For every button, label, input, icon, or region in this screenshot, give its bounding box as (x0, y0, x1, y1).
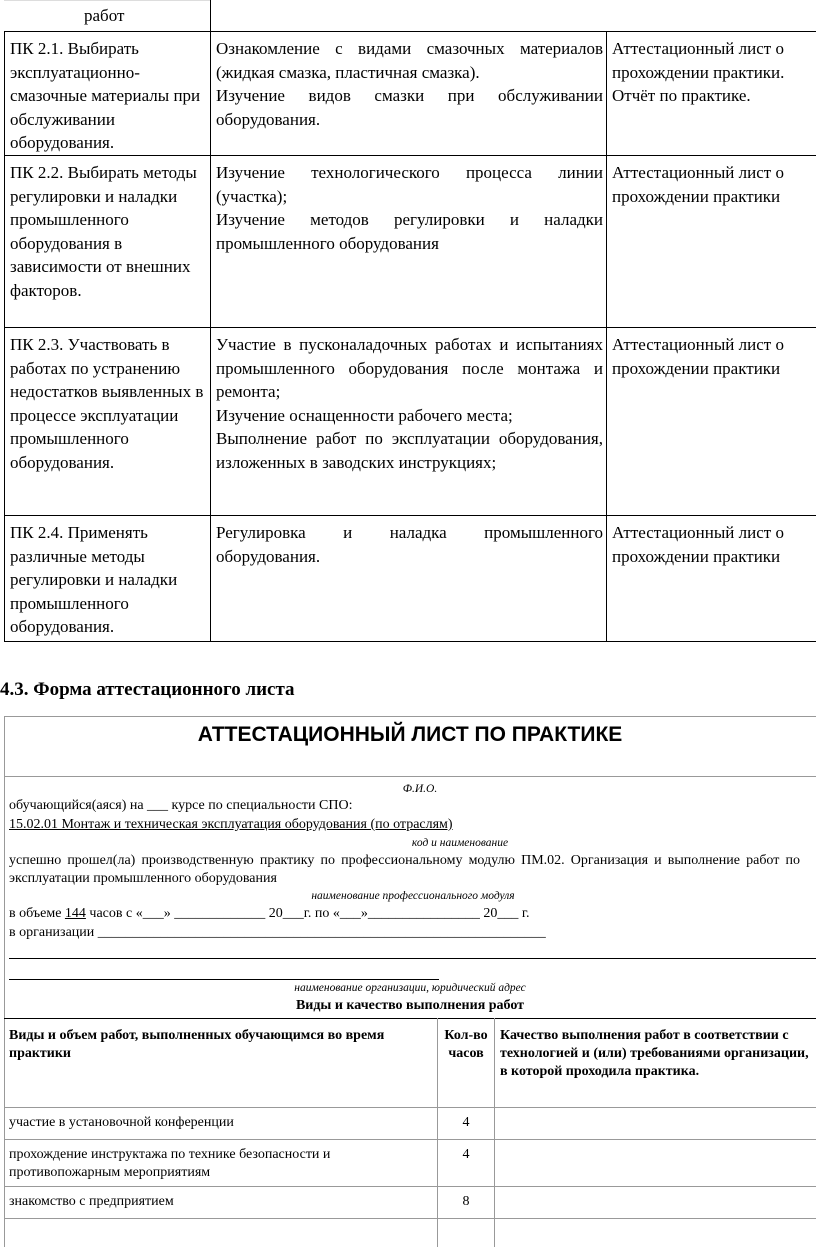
works-row-hours: 4 (462, 1147, 470, 1162)
works-header-hours: Кол-во часов (444, 1028, 488, 1061)
module-caption: наименование профессионального модуля (311, 890, 515, 902)
volume-hours: 144 (64, 906, 86, 921)
competency-pk-2-2: ПК 2.2. Выбирать методы регулировки и наладки промышленного оборудования в зависимости от внешних факторов. (10, 163, 197, 300)
specialty-caption: код и наименование (411, 837, 509, 849)
activities-pk-2-3 (216, 333, 603, 474)
activity-item: Выполнение работ по эксплуатации оборудования, изложенных в заводских инструкциях; (216, 429, 603, 472)
report-pk-2-1: Аттестационный лист о прохождении практики. Отчёт по практике. (612, 39, 785, 105)
report-pk-2-2: Аттестационный лист о прохождении практики (612, 163, 784, 206)
activities-pk-2-4 (216, 521, 603, 568)
competency-pk-2-1: ПК 2.1. Выбирать эксплуатационно-смазочные материалы при обслуживании оборудования. (10, 39, 201, 152)
competency-pk-2-3: ПК 2.3. Участвовать в работах по устранению недостатков выявленных в процессе эксплуатации промышленного оборудования. (10, 335, 204, 472)
works-heading: Виды и качество выполнения работ (295, 998, 525, 1013)
report-pk-2-4: Аттестационный лист о прохождении практики (612, 523, 784, 566)
report-pk-2-3: Аттестационный лист о прохождении практики (612, 335, 784, 378)
form-title: АТТЕСТАЦИОННЫЙ ЛИСТ ПО ПРАКТИКЕ (197, 723, 623, 746)
activity-item: Изучение оснащенности рабочего места; (216, 405, 513, 425)
activity-item: Участие в пусконаладочных работах и испытаниях промышленного оборудования после монтажа и ремонта; (216, 335, 603, 401)
works-header-type: Виды и объем работ, выполненных обучающимся во время практики (9, 1028, 385, 1061)
works-row-hours: 4 (462, 1115, 470, 1130)
volume-rest: часов с «___» _____________ 20___г. по «___»________________ 20___ г. (89, 906, 530, 921)
works-row-hours: 8 (462, 1194, 470, 1209)
works-row-work: знакомство с предприятием (9, 1194, 174, 1209)
competency-pk-2-4: ПК 2.4. Применять различные методы регулировки и наладки промышленного оборудования. (10, 523, 178, 636)
section-heading: 4.3. Форма аттестационного листа (0, 679, 295, 700)
works-row-work: прохождение инструктажа по технике безопасности и противопожарным мероприятиям (9, 1147, 331, 1180)
fio-caption: Ф.И.О. (402, 783, 438, 795)
specialty: 15.02.01 Монтаж и техническая эксплуатация оборудования (по отраслям) (9, 817, 453, 832)
activities-pk-2-2 (216, 161, 603, 255)
org-caption: наименование организации, юридический адрес (294, 982, 526, 994)
works-header-quality: Качество выполнения работ в соответствии с технологией и (или) требованиями организации, в которой проходила практика. (500, 1028, 809, 1079)
practice-text: успешно прошел(ла) производственную практику по профессиональному модулю ПМ.02. Организация и выполнение работ по эксплуатации промышленного оборудования (9, 853, 800, 886)
activity-item: Изучение технологического процесса линии (участка); (216, 163, 603, 206)
org-line: в организации ________________________________________________________________ (9, 925, 546, 940)
table-continued-text: работ (84, 6, 125, 25)
activity-item: Регулировка и наладка промышленного оборудования. (216, 523, 603, 566)
activity-item: Изучение методов регулировки и наладки промышленного оборудования (216, 210, 603, 253)
volume-line (9, 905, 530, 923)
volume-prefix: в объеме (9, 906, 62, 921)
activities-pk-2-1 (216, 37, 603, 131)
course-line: обучающийся(аяся) на ___ курсе по специальности СПО: (9, 798, 353, 813)
works-row-work: участие в установочной конференции (9, 1115, 234, 1130)
activity-item: Ознакомление с видами смазочных материалов (жидкая смазка, пластичная смазка). (216, 39, 603, 82)
activity-item: Изучение видов смазки при обслуживании оборудования. (216, 86, 603, 129)
